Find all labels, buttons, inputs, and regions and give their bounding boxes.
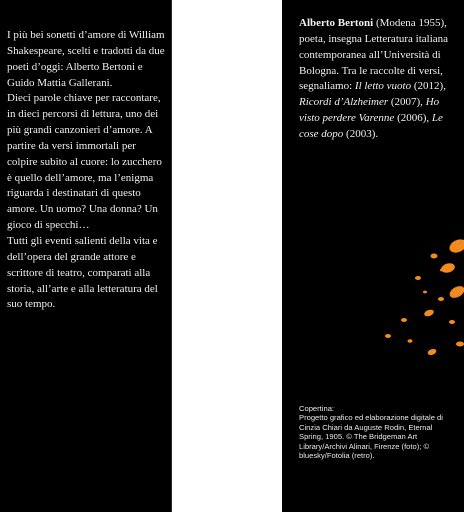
credits-text: Progetto grafico ed elaborazione digitale di Cinzia Chiari da Auguste Rodin, Eternal Spring, 1905. © The Bridgeman Art Library/Archivi Alinari, Firenze (foto); © bluesky/Fotolia (retro). xyxy=(299,413,443,461)
book-title-1: Il letto vuoto xyxy=(354,80,412,93)
author-name: Alberto Bertoni xyxy=(299,17,374,29)
author-bio xyxy=(299,16,457,143)
right-flap xyxy=(282,0,464,512)
author-bio-text-4: (2006), xyxy=(394,112,432,125)
author-bio-text-5: (2003). xyxy=(343,127,379,140)
book-blurb xyxy=(7,28,169,313)
book-title-3: Ho visto perdere Varenne xyxy=(299,96,440,125)
author-bio-text-3: (2007), xyxy=(388,96,426,109)
author-bio-text-1: (Modena 1955), poeta, insegna Letteratura italiana contemporanea all’Università di Bologna. Tra le raccolte di versi, segnaliamo: xyxy=(299,17,449,93)
blurb-paragraph-3: Tutti gli eventi salienti della vita e dell’opera del grande attore e scrittore di teatro, comparati alla storia, all’arte e alla letteratura del suo tempo. xyxy=(7,234,158,311)
credits-heading: Copertina: xyxy=(299,404,335,413)
book-title-4: Le cose dopo xyxy=(299,112,443,140)
author-bio-text-2: (2012), xyxy=(411,80,446,93)
blurb-paragraph-2: Dieci parole chiave per raccontare, in dieci percorsi di lettura, uno dei più grandi canzonieri d’amore. A partire da versi immortali per colpire subito al cuore: lo zucchero è quello dell’amore, ma l’enigma riguarda i destinatari di questo amore. Un uomo? Una donna? Un gioco di specchi… xyxy=(7,92,162,232)
spine-gap xyxy=(172,0,282,512)
blurb-paragraph-1: I più bei sonetti d’amore di William Shakespeare, scelti e tradotti da due poeti d’oggi: Alberto Bertoni e Guido Mattia Gallerani. xyxy=(7,29,165,89)
cover-credits xyxy=(299,404,457,460)
book-title-2: Ricordi d’Alzheimer xyxy=(299,96,389,109)
left-flap xyxy=(0,0,172,512)
